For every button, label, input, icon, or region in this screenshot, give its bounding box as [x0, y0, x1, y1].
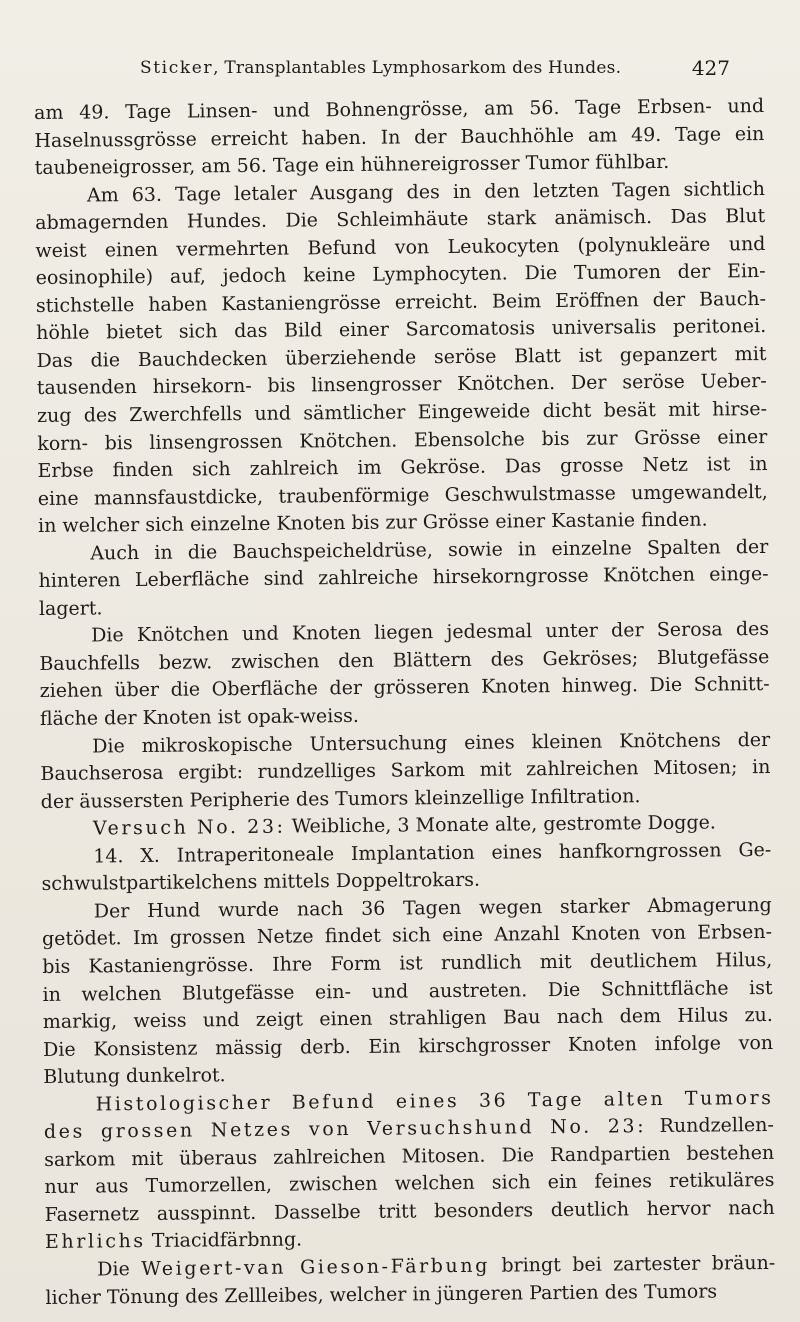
- line-text: eine mannsfaustdicke, traubenförmige Geschwulstmasse umgewandelt,: [37, 480, 768, 510]
- line-text: Die Knötchen und Knoten liegen jedesmal unter der Serosa des: [91, 618, 770, 647]
- line-text: lagert.: [38, 597, 103, 620]
- line-text: Am 63. Tage letaler Ausgang des in den letzten Tagen sichtlich: [86, 177, 765, 207]
- spaced-emphasis: des grossen Netzes von Versuchshund No. 23:: [43, 1115, 647, 1144]
- line-text: der äussersten Peripherie des Tumors kleinzellige Infiltration.: [40, 784, 641, 813]
- line-text: Erbse finden sich zahlreich im Gekröse. Das grosse Netz ist in: [37, 453, 768, 483]
- line-text: fläche der Knoten ist opak-weiss.: [39, 704, 359, 731]
- line-text: Das die Bauchdecken überziehende seröse Blatt ist gepanzert mit: [36, 342, 767, 372]
- line-text: markig, weiss und zeigt einen strahligen Bau nach dem Hilus zu.: [42, 1003, 773, 1034]
- line-text: taubeneigrosser, am 56. Tage ein hühnereigrosser Tumor fühlbar.: [34, 150, 670, 180]
- line-text: Die: [97, 1257, 142, 1281]
- line-text: nur aus Tumorzellen, zwischen welchen sich ein feines retikuläres: [44, 1169, 775, 1199]
- line-text: Die Konsistenz mässig derb. Ein kirschgrosser Knoten infolge von: [43, 1031, 774, 1061]
- body-text: [34, 93, 776, 1312]
- line-text: ziehen über die Oberfläche der grösseren Knoten hinweg. Die Schnitt-: [39, 673, 770, 703]
- line-text: Weibliche, 3 Monate alte, gestromte Dogge.: [285, 811, 716, 838]
- line-text: Der Hund wurde nach 36 Tagen wegen starker Abmagerung: [93, 893, 772, 923]
- spaced-emphasis: Versuch No. 23:: [92, 815, 286, 840]
- spaced-emphasis: Ehrlichs: [44, 1230, 146, 1254]
- line-text: Blutung dunkelrot.: [43, 1064, 226, 1089]
- line-text: Die mikroskopische Untersuchung eines kleinen Knötchens der: [92, 728, 771, 758]
- line-text: tausenden hirsekorn- bis linsengrosser Knötchen. Der seröse Ueber-: [36, 370, 767, 400]
- running-title: [140, 58, 621, 78]
- line-text: Auch in die Bauchspeicheldrüse, sowie in einzelne Spalten der: [90, 535, 769, 565]
- running-title-text: , Transplantables Lymphosarkom des Hundes.: [213, 58, 622, 78]
- line-text: Haselnussgrösse erreicht haben. In der Bauchhöhle am 49. Tage ein: [34, 122, 765, 152]
- line-text: eosinophile) auf, jedoch keine Lymphocyten. Die Tumoren der Ein-: [35, 260, 766, 290]
- line-text: in welchen Blutgefässe ein- und austreten. Die Schnittfläche ist: [42, 976, 773, 1006]
- page-number: 427: [691, 56, 730, 80]
- line-text: höhle bietet sich das Bild einer Sarcomatosis universalis peritonei.: [36, 315, 767, 345]
- line-text: schwulstpartikelchens mittels Doppeltrokars.: [41, 869, 481, 896]
- line-text: Fasernetz ausspinnt. Dasselbe tritt besonders deutlich hervor nach: [44, 1196, 775, 1226]
- spaced-emphasis: Weigert-van Gieson-Färbung: [141, 1254, 491, 1280]
- line-text: am 49. Tage Linsen- und Bohnengrösse, am 56. Tage Erbsen- und: [34, 94, 765, 124]
- line-text: Bauchfells bezw. zwischen den Blättern des Gekröses; Blutgefässe: [39, 645, 770, 675]
- line-text: bis Kastaniengrösse. Ihre Form ist rundlich mit deutlichem Hilus,: [42, 948, 773, 978]
- spaced-emphasis: Histologischer Befund eines 36 Tage alten Tumors: [95, 1086, 774, 1116]
- line-text: 14. X. Intraperitoneale Implantation eines hanfkorngrossen Ge-: [93, 838, 772, 868]
- line-text: abmagernden Hundes. Die Schleimhäute stark anämisch. Das Blut: [35, 205, 766, 235]
- line-text: in welcher sich einzelne Knoten bis zur Grösse einer Kastanie finden.: [37, 508, 708, 538]
- line-text: zug des Zwerchfells und sämtlicher Eingeweide dicht besät mit hirse-: [36, 397, 768, 428]
- line-text: getödet. Im grossen Netze findet sich eine Anzahl Knoten von Erbsen-: [41, 921, 773, 951]
- line-text: weist einen vermehrten Befund von Leukocyten (polynukleäre und: [35, 232, 766, 262]
- line-text: Triacidfärbnng.: [145, 1228, 303, 1253]
- line-text: stichstelle haben Kastaniengrösse erreicht. Beim Eröffnen der Bauch-: [35, 287, 767, 317]
- line-text: korn- bis linsengrossen Knötchen. Ebensolche bis zur Grösse einer: [37, 425, 768, 455]
- page-header: [140, 56, 730, 86]
- line-text: bringt bei zartester bräun-: [489, 1251, 776, 1277]
- running-title-author: Sticker: [140, 58, 214, 78]
- line-text: sarkom mit überaus zahlreichen Mitosen. Die Randpartien bestehen: [44, 1141, 775, 1171]
- line-text: Bauchserosa ergibt: rundzelliges Sarkom mit zahlreichen Mitosen; in: [40, 756, 771, 786]
- line-text: Rundzellen-: [646, 1114, 774, 1138]
- line-text: hinteren Leberfläche sind zahlreiche hirsekorngrosse Knötchen einge-: [38, 563, 769, 593]
- line-text: licher Tönung des Zellleibes, welcher in jüngeren Partien des Tumors: [45, 1280, 718, 1309]
